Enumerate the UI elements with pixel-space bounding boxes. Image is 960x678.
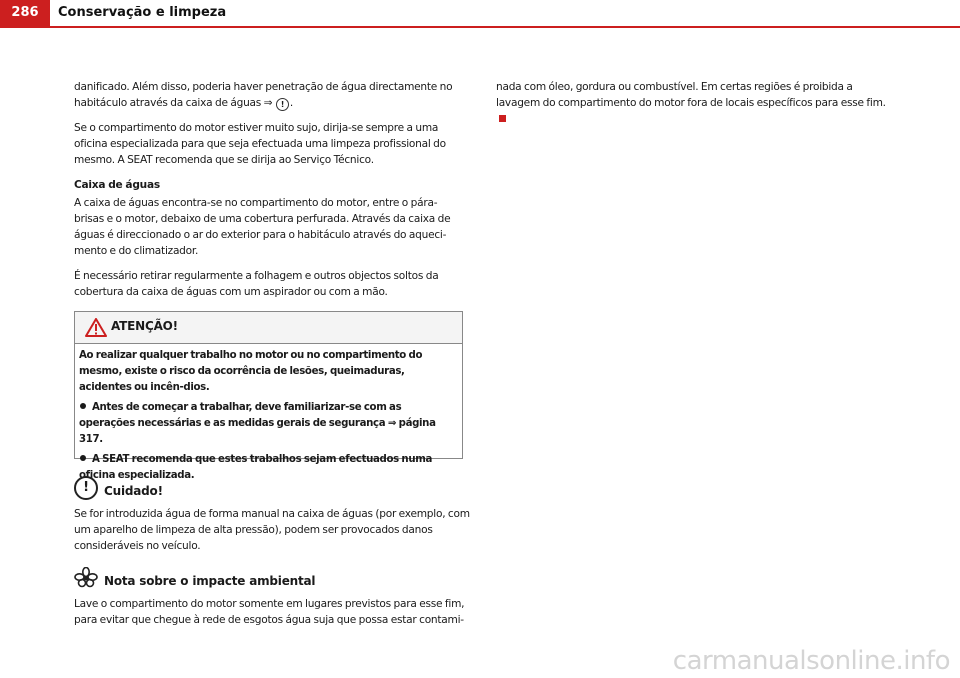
warning-body (75, 344, 462, 484)
right-column (496, 79, 888, 136)
caution-title: Cuidado! (104, 484, 163, 498)
environment-title: Nota sobre o impacte ambiental (104, 574, 316, 588)
paragraph-3: A caixa de águas encontra-se no compartimento do motor, entre o pára-brisas e o motor, debaixo de uma cobertura perfurada. Através da caixa de águas é direccionado o ar do exterior para o habitáculo através do aqueci-mento e do climatizador. (74, 197, 451, 257)
section-heading-caixa-de-aguas: Caixa de águas (74, 179, 160, 191)
warning-bullet-1: Antes de começar a trabalhar, deve familiarizar-se com as operações necessárias e as medidas gerais de segurança ⇒ página 317. (79, 402, 436, 445)
watermark: carmanualsonline.info (672, 646, 950, 676)
warning-title: ATENÇÃO! (111, 319, 178, 333)
exclamation-circle-icon: ! (74, 476, 98, 500)
environment-section (74, 574, 474, 628)
warning-box (74, 311, 463, 481)
warning-bullet-2: A SEAT recomenda que estes trabalhos sejam efectuados numa oficina especializada. (79, 454, 433, 481)
bullet-icon (80, 455, 86, 461)
caution-ref-icon[interactable]: ! (276, 98, 289, 111)
caution-header (74, 480, 474, 506)
caution-text: Se for introduzida água de forma manual na caixa de águas (por exemplo, com um aparelho de limpeza de alta pressão), podem ser provocados danos consideráveis no veículo. (74, 508, 470, 552)
chapter-title: Conservação e limpeza (58, 5, 227, 20)
page-header (0, 0, 960, 28)
warning-paragraph: Ao realizar qualquer trabalho no motor ou no compartimento do mesmo, existe o risco da ocorrência de lesões, queimaduras, acidentes ou incên-dios. (79, 350, 423, 393)
flower-icon (74, 567, 98, 589)
warning-header (75, 312, 462, 344)
right-paragraph-1: nada com óleo, gordura ou combustível. Em certas regiões é proibida a lavagem do compartimento do motor fora de locais específicos para esse fim. (496, 79, 888, 127)
header-rule (0, 26, 960, 28)
page-link[interactable]: página 317 (79, 418, 436, 445)
page-number: 286 (0, 0, 50, 26)
end-marker-icon (499, 115, 506, 122)
warning-triangle-icon (85, 318, 107, 337)
environment-header (74, 574, 474, 596)
paragraph-2: Se o compartimento do motor estiver muito sujo, dirija-se sempre a uma oficina especializada para que seja efectuada uma limpeza profissional do mesmo. A SEAT recomenda que se dirija ao Serviço Técnico. (74, 122, 446, 166)
bullet-icon (80, 403, 86, 409)
paragraph-4: É necessário retirar regularmente a folhagem e outros objectos soltos da cobertura da caixa de águas com um aspirador ou com a mão. (74, 270, 439, 298)
environment-text: Lave o compartimento do motor somente em lugares previstos para esse fim, para evitar que chegue à rede de esgotos água suja que possa estar contami- (74, 598, 465, 626)
left-column (74, 79, 466, 309)
paragraph-1: danificado. Além disso, poderia haver penetração de água directamente no habitáculo através da caixa de águas ⇒ ! . (74, 81, 453, 109)
caution-section (74, 480, 474, 554)
